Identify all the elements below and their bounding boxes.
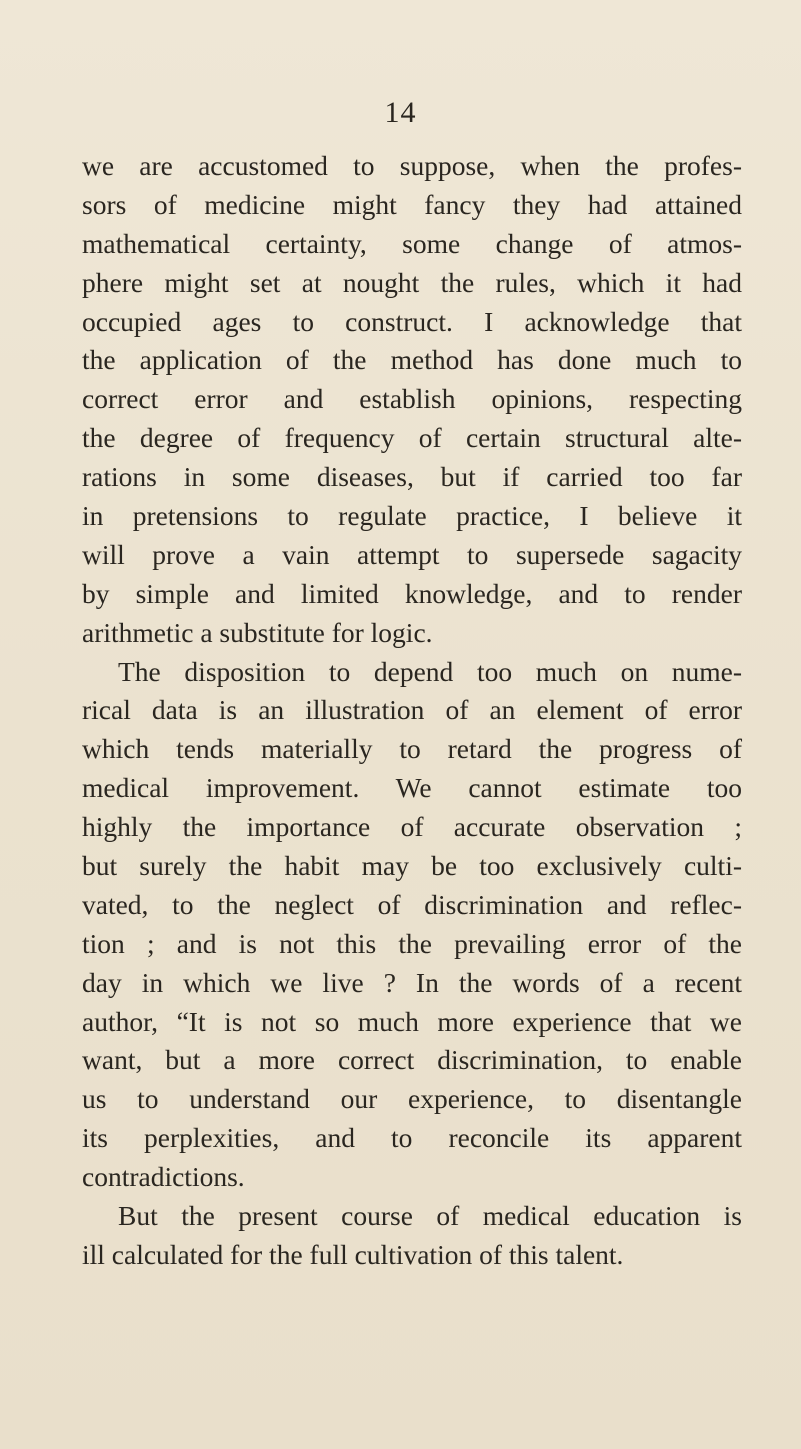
text-line: will prove a vain attempt to supersede sagacity [82,538,742,570]
text-line: vated, to the neglect of discrimination and reflec- [82,888,742,920]
text-line: medical improvement. We cannot estimate too [82,772,742,804]
page-number: 14 [384,96,417,129]
text-line: but surely the habit may be too exclusively culti- [82,850,742,882]
text-line: rations in some diseases, but if carried too far [82,461,742,493]
text-line: by simple and limited knowledge, and to render [82,577,742,609]
text-line: mathematical certainty, some change of atmos- [82,227,742,259]
text-line: day in which we live ? In the words of a recent [82,966,742,998]
paragraph-end-line: contradictions. [82,1161,245,1193]
text-line: the application of the method has done much to [82,344,742,376]
text-line: author, “It is not so much more experience that we [82,1005,742,1037]
text-line: the degree of frequency of certain structural alte- [82,422,742,454]
text-line: we are accustomed to suppose, when the profes- [82,150,742,181]
text-line: ill calculated for the full cultivation of this talent. [82,1238,624,1270]
text-line: us to understand our experience, to disentangle [82,1083,742,1115]
text-line: phere might set at nought the rules, which it had [82,266,742,298]
text-line: in pretensions to regulate practice, I believe it [82,500,742,532]
paragraph-end-line: arithmetic a substitute for logic. [82,616,433,648]
text-line: highly the importance of accurate observation ; [82,811,742,843]
text-line: correct error and establish opinions, respecting [82,383,742,415]
paragraph-start-line: The disposition to depend too much on nume- [118,655,742,687]
text-line: which tends materially to retard the progress of [82,733,742,765]
text-line: rical data is an illustration of an element of error [82,694,742,726]
text-line: its perplexities, and to reconcile its apparent [82,1122,742,1154]
body-text [82,147,742,1275]
text-line: occupied ages to construct. I acknowledge that [82,305,742,337]
text-line: tion ; and is not this the prevailing error of the [82,927,742,959]
text-line: sors of medicine might fancy they had attained [82,188,742,220]
text-line: want, but a more correct discrimination, to enable [82,1044,742,1076]
paragraph-start-line: But the present course of medical education is [118,1200,742,1232]
